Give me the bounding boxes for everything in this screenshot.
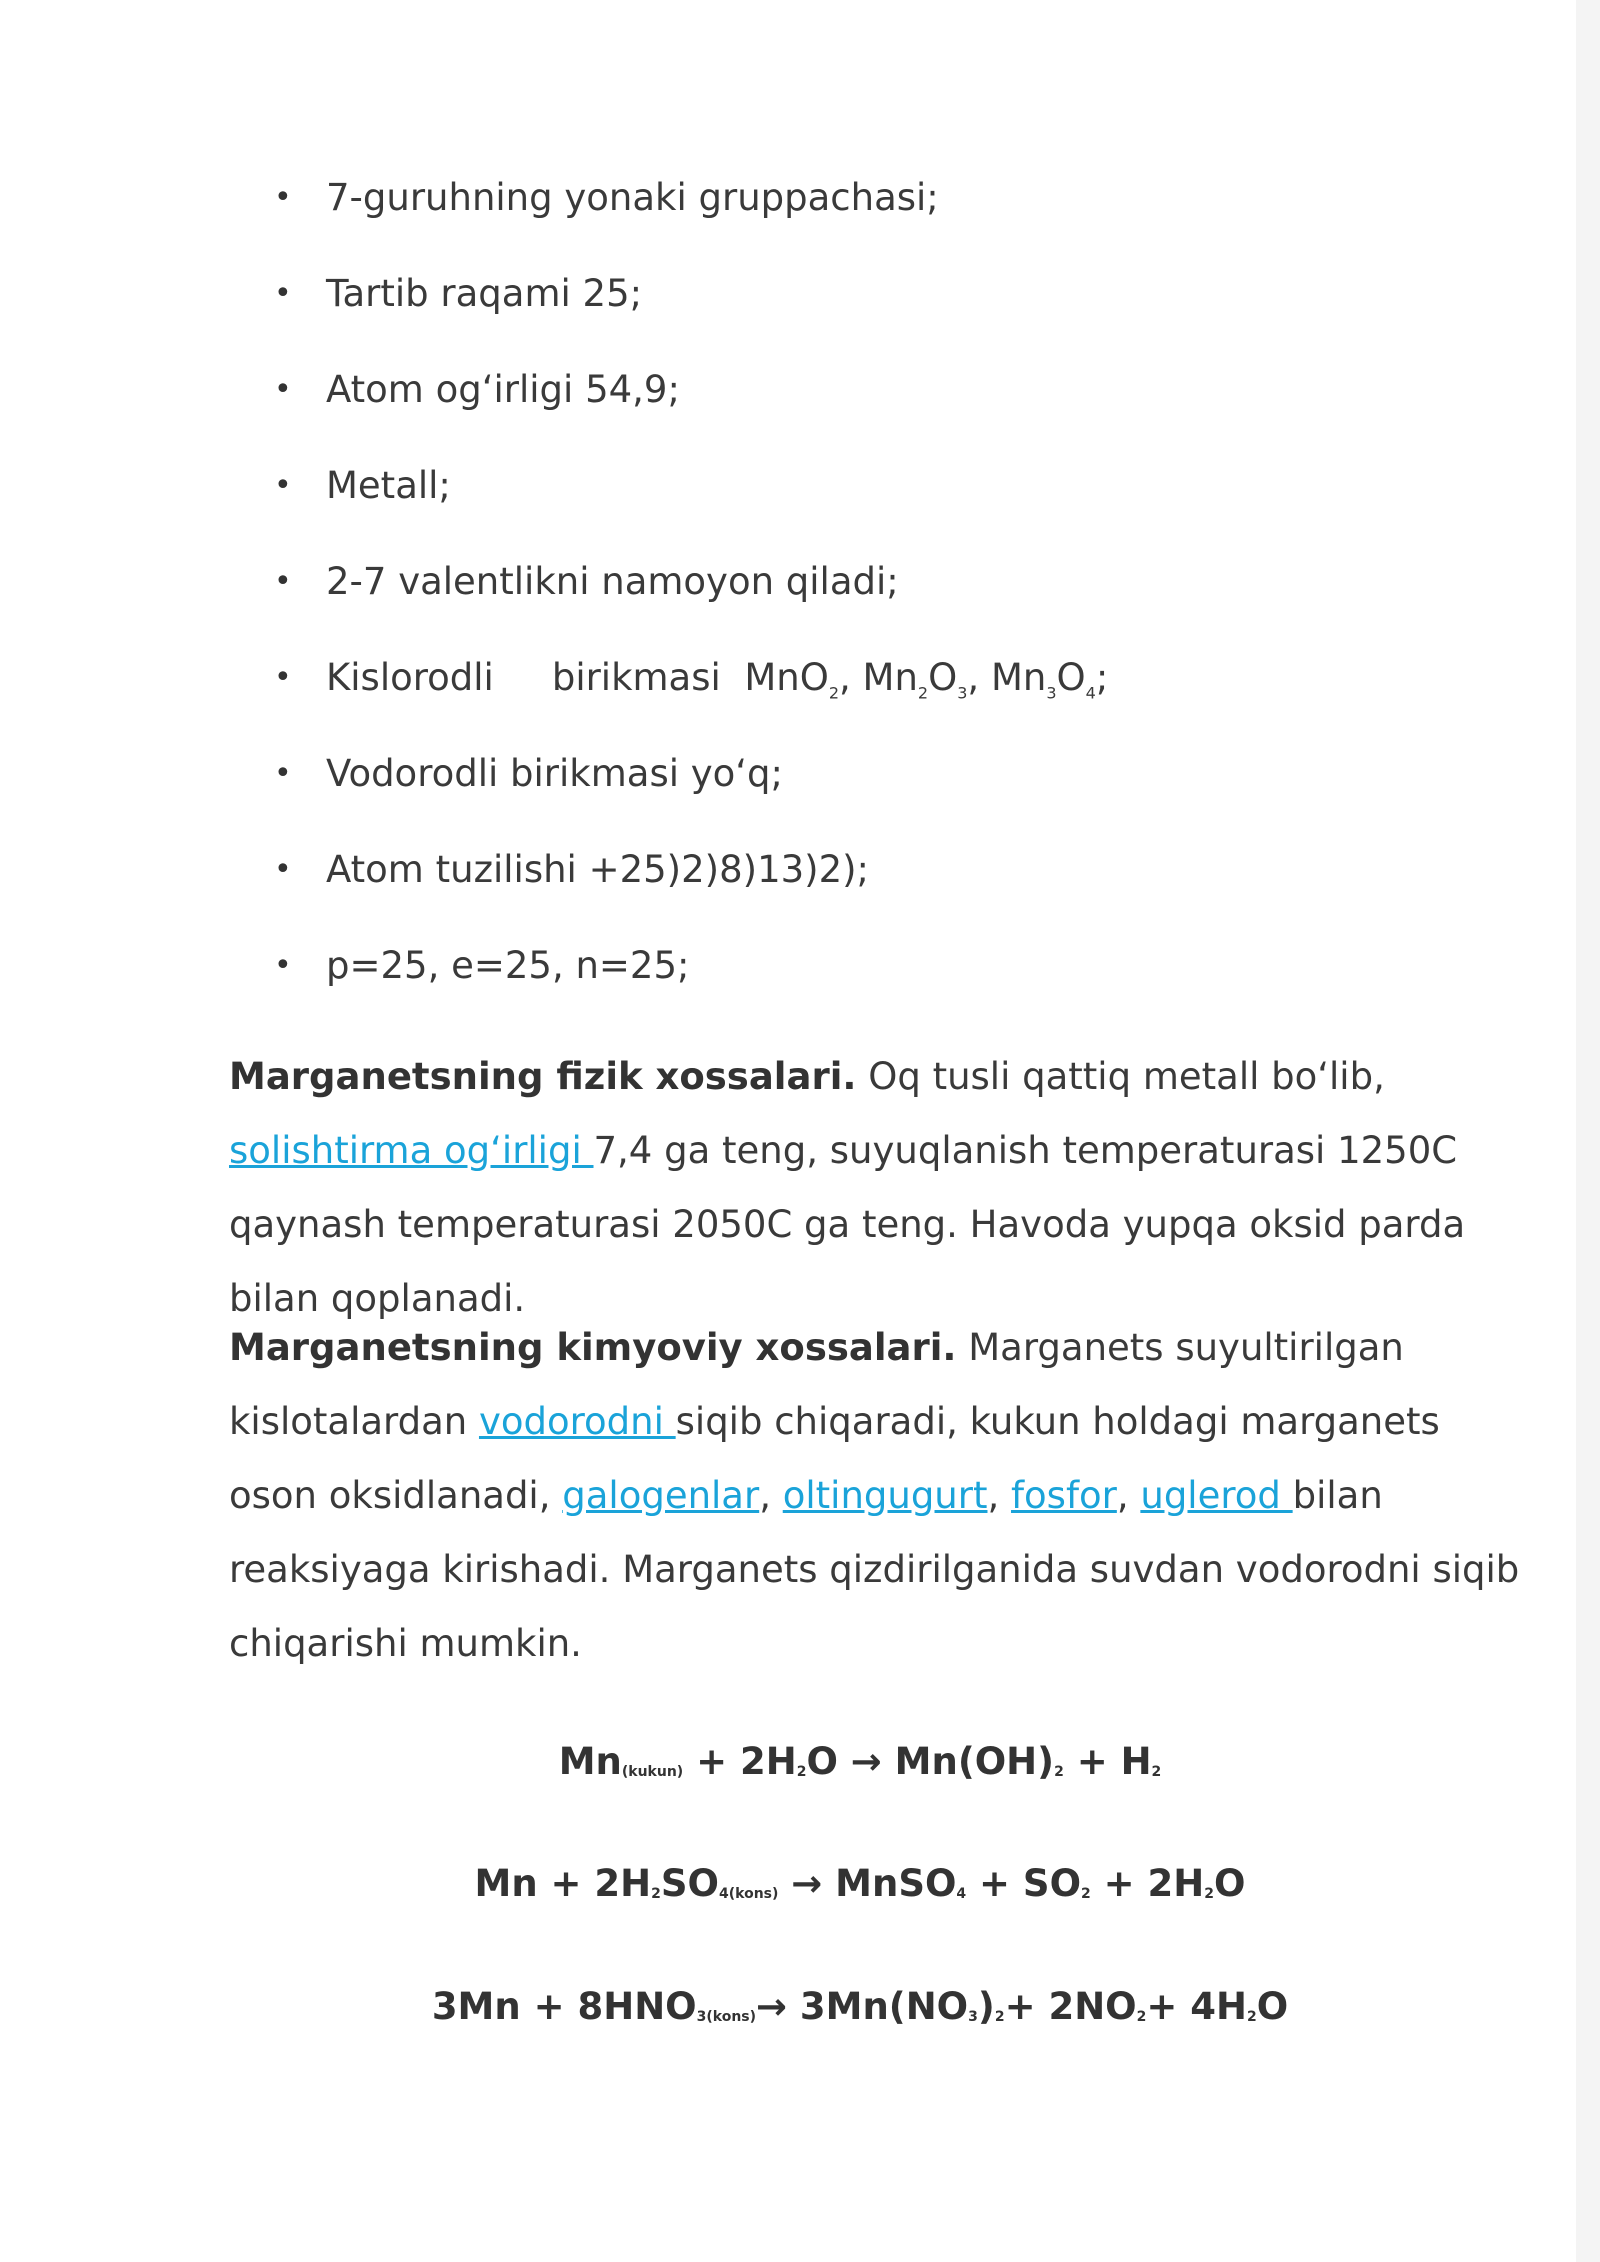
list-item: • Tartib raqami 25; bbox=[274, 246, 1474, 342]
link-fosfor[interactable]: fosfor bbox=[1011, 1474, 1117, 1517]
physical-heading: Marganetsning fizik xossalari. bbox=[229, 1055, 857, 1098]
link-galogenlar[interactable]: galogenlar bbox=[562, 1474, 760, 1517]
formula-mn3o4: $Mn_3O_4$; bbox=[990, 656, 1109, 703]
physical-properties-paragraph: Marganetsning fizik xossalari. Oq tusli qattiq metall bo‘lib, solishtirma og‘irligi 7,4 ga teng, suyuqlanish temperaturasi 1250C qaynash temperaturasi 2050C ga teng. Havoda yupqa oksid parda bilan qoplanadi. bbox=[229, 1055, 1466, 1320]
link-vodorodni[interactable]: vodorodni bbox=[478, 1400, 676, 1443]
bullet-icon: • bbox=[274, 948, 292, 983]
page-edge-shade bbox=[1576, 0, 1600, 2262]
list-item: • Vodorodli birikmasi yo‘q; bbox=[274, 726, 1474, 822]
bullet-icon: • bbox=[274, 756, 292, 791]
bullet-icon: • bbox=[274, 468, 292, 503]
list-item: • Atom tuzilishi +25)2)8)13)2); bbox=[274, 822, 1474, 918]
equation-mn-sulfuric-acid: $Mn + 2H_2SO_{4(kons)}$ → MnSO$_4$ + $SO_2 + 2H_2O$ bbox=[474, 1862, 1246, 1905]
chemical-heading: Marganetsning kimyoviy xossalari. bbox=[229, 1326, 957, 1369]
list-item: • 2-7 valentlikni namoyon qiladi; bbox=[274, 534, 1474, 630]
bullet-icon: • bbox=[274, 372, 292, 407]
list-item-oxides: • Kislorodli birikmasi MnO$_2$, $Mn_2O_3$, $Mn_3O_4$; bbox=[274, 630, 1474, 726]
bullet-icon: • bbox=[274, 852, 292, 887]
link-solishtirma-ogirligi[interactable]: solishtirma og‘irligi bbox=[229, 1129, 594, 1172]
formula-mn2o3: $Mn_2O_3$, bbox=[862, 656, 991, 703]
bullet-icon: • bbox=[274, 564, 292, 599]
list-item: • Atom og‘irligi 54,9; bbox=[274, 342, 1474, 438]
list-item: • 7-guruhning yonaki gruppachasi; bbox=[274, 150, 1474, 246]
formula-mno2: MnO$_2$, bbox=[744, 656, 863, 703]
link-oltingugurt[interactable]: oltingugurt bbox=[782, 1474, 988, 1517]
bullet-icon: • bbox=[274, 180, 292, 215]
list-item: • p=25, e=25, n=25; bbox=[274, 918, 1474, 1014]
equation-mn-nitric-acid: $3Mn + 8HNO_{3(kons)}\to 3Mn(NO_3)_2+ 2NO_2+ 4H_2O$ bbox=[431, 1985, 1289, 2028]
bullet-icon: • bbox=[274, 276, 292, 311]
link-uglerod[interactable]: uglerod bbox=[1140, 1474, 1293, 1517]
properties-list bbox=[274, 150, 1474, 1014]
bullet-icon: • bbox=[274, 660, 292, 695]
equation-mn-water: $Mn_{(kukun)} + 2H_2O \to Mn(OH)_2 + H_2$ bbox=[558, 1740, 1162, 1783]
chemical-properties-paragraph: Marganetsning kimyoviy xossalari. Marganets suyultirilgan kislotalardan vodorodni siqib chiqaradi, kukun holdagi marganets oson oksidlanadi, galogenlar, oltingugurt, fosfor, uglerod bilan reaksiyaga kirishadi. Marganets qizdirilganida suvdan vodorodni siqib chiqarishi mumkin. bbox=[229, 1326, 1520, 1665]
list-item: • Metall; bbox=[274, 438, 1474, 534]
